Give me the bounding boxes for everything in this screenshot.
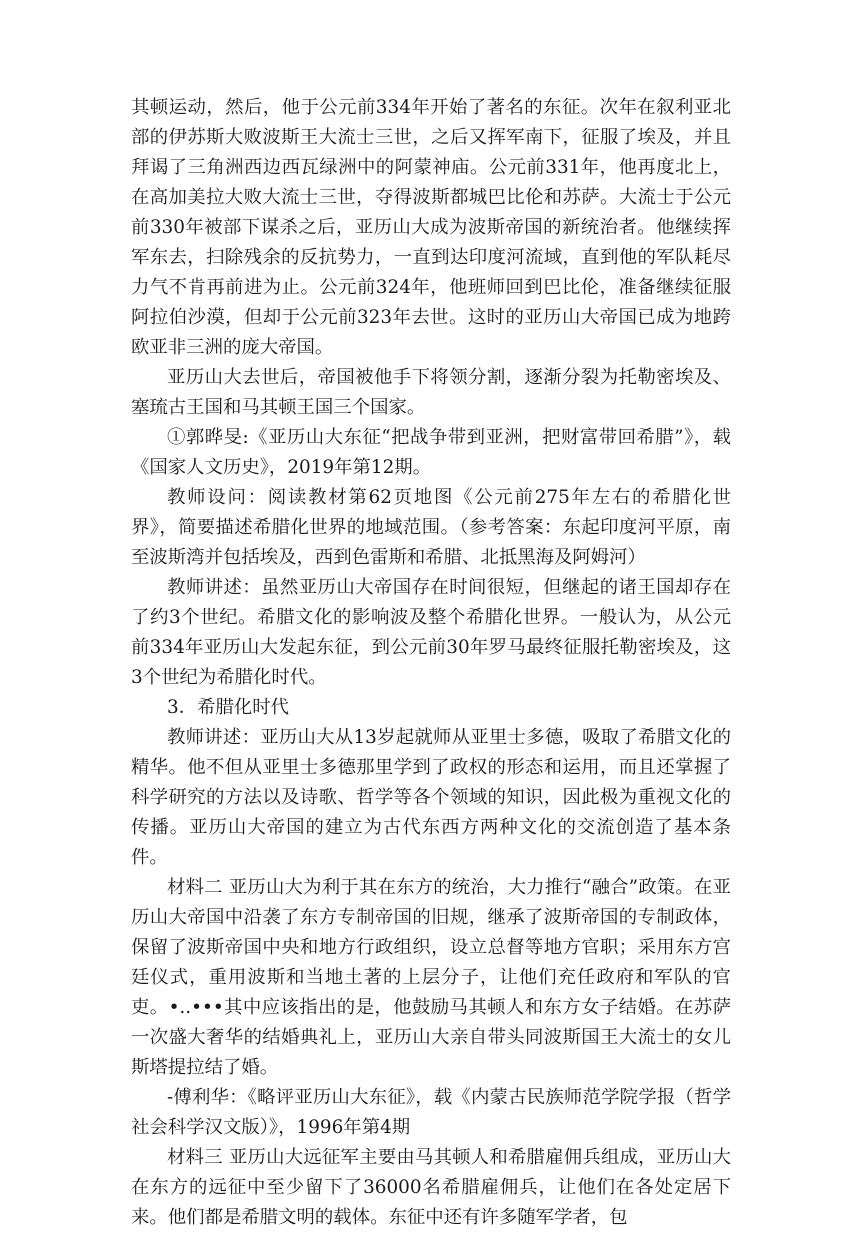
footnote-citation: ①郭晔旻:《亚历山大东征“把战争带到亚洲，把财富带回希腊”》，载《国家人文历史》，2019年第12期。 [131,427,731,478]
paragraph-teacher-question: 教师设问：阅读教材第62页地图《公元前275年左右的希腊化世界》，简要描述希腊化世界的地域范围。（参考答案：东起印度河平原，南至波斯湾并包括埃及，西到色雷斯和希腊、北抵黑海及阿姆河） [131,487,731,568]
material-two-citation: -傅利华：《略评亚历山大东征》，载《内蒙古民族师范学院学报（哲学社会科学汉文版）》，1996年第4期 [131,1087,731,1138]
paragraph-empire-division: 亚历山大去世后，帝国被他手下将领分割，逐渐分裂为托勒密埃及、塞琉古王国和马其顿王国三个国家。 [131,367,731,418]
paragraph-material-three: 材料三 亚历山大远征军主要由马其顿人和希腊雇佣兵组成，亚历山大在东方的远征中至少留下了36000名希腊雇佣兵，让他们在各处定居下来。他们都是希腊文明的载体。东征中还有许多随军学者，包 [131,1147,731,1228]
paragraph-teacher-lecture-culture: 教师讲述：亚历山大从13岁起就师从亚里士多德，吸取了希腊文化的精华。他不但从亚里士多德那里学到了政权的形态和运用，而且还掌握了科学研究的方法以及诗歌、哲学等各个领域的知识，因此极为重视文化的传播。亚历山大帝国的建立为古代东西方两种文化的交流创造了基本条件。 [131,727,731,868]
paragraph-alexander-conquest: 其顿运动，然后，他于公元前334年开始了著名的东征。次年在叙利亚北部的伊苏斯大败波斯王大流士三世，之后又挥军南下，征服了埃及，并且拜谒了三角洲西边西瓦绿洲中的阿蒙神庙。公元前331年，他再度北上，在高加美拉大败大流士三世，夺得波斯都城巴比伦和苏萨。大流士于公元前330年被部下谋杀之后，亚历山大成为波斯帝国的新统治者。他继续挥军东去，扫除残余的反抗势力，一直到达印度河流域，直到他的军队耗尽力气不肯再前进为止。公元前324年，他班师回到巴比伦，准备继续征服阿拉伯沙漠，但却于公元前323年去世。这时的亚历山大帝国已成为地跨欧亚非三洲的庞大帝国。 [131,97,731,358]
section-heading-hellenistic-age: 3．希腊化时代 [167,697,290,718]
paragraph-material-two: 材料二 亚历山大为利于其在东方的统治，大力推行“融合”政策。在亚历山大帝国中沿袭了东方专制帝国的旧规，继承了波斯帝国的专制政体，保留了波斯帝国中央和地方行政组织，设立总督等地方官职；采用东方宫廷仪式，重用波斯和当地土著的上层分子，让他们充任政府和军队的官吏。•..•••其中应该指出的是，他鼓励马其顿人和东方女子结婚。在苏萨一次盛大奢华的结婚典礼上，亚历山大亲自带头同波斯国王大流士的女儿斯塔提拉结了婚。 [131,877,731,1078]
document-page [131,93,731,1233]
paragraph-teacher-lecture-hellenistic: 教师讲述：虽然亚历山大帝国存在时间很短，但继起的诸王国却存在了约3个世纪。希腊文化的影响波及整个希腊化世界。一般认为，从公元前334年亚历山大发起东征，到公元前30年罗马最终征服托勒密埃及，这3个世纪为希腊化时代。 [131,577,731,688]
